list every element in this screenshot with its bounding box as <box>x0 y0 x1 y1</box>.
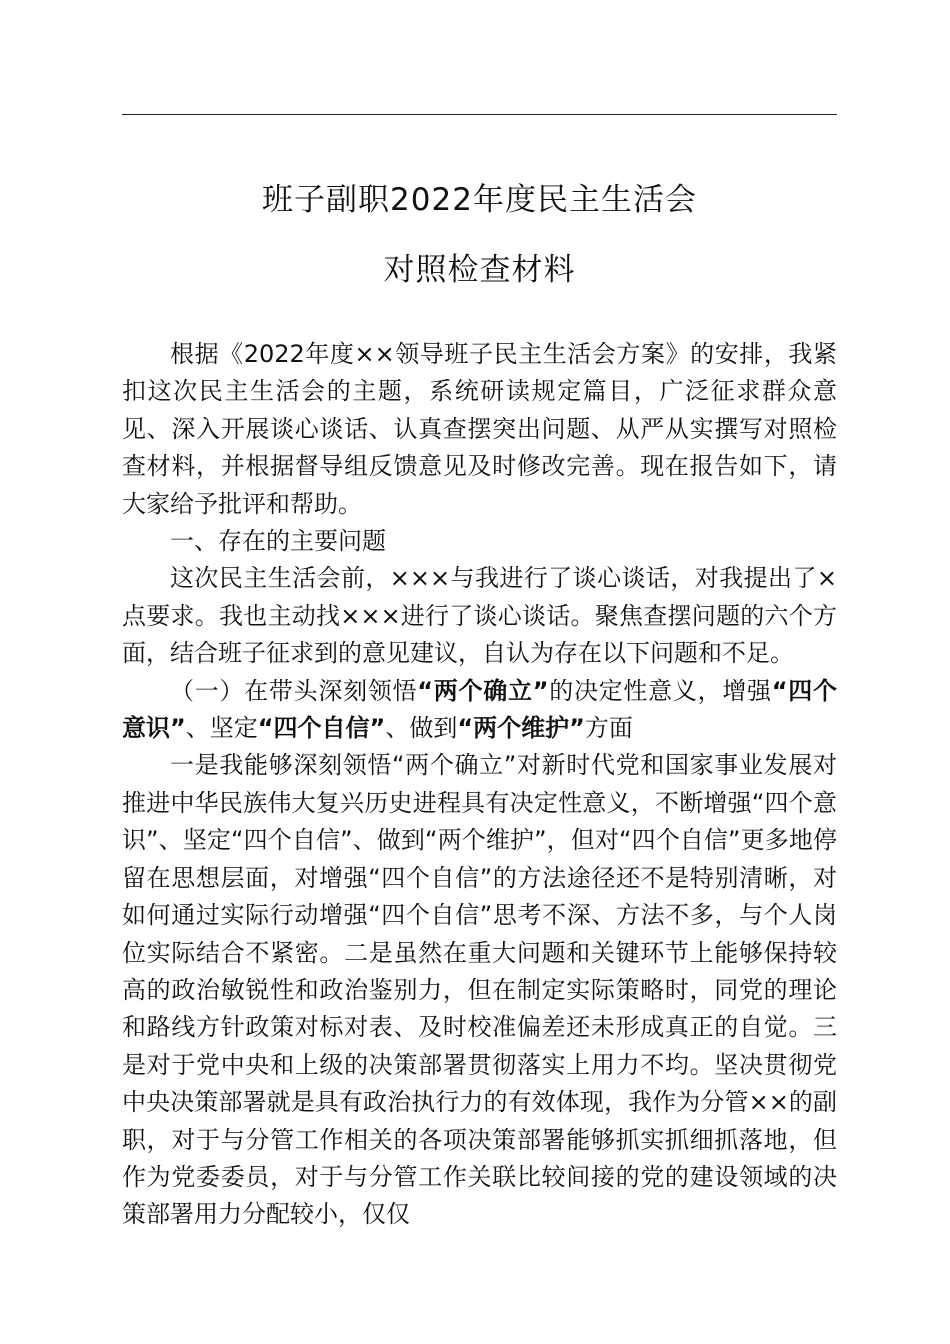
heading-part: （一）在带头深刻领悟 <box>170 676 418 705</box>
document-body <box>122 336 837 1234</box>
heading-quote: “四个意识” <box>122 676 838 743</box>
subsection-heading-1 <box>122 673 837 748</box>
header-rule <box>122 114 837 115</box>
detail-paragraph: 一是我能够深刻领悟“两个确立”对新时代党和国家事业发展对推进中华民族伟大复兴历史进程具有决定性意义，不断增强“四个意识”、坚定“四个自信”、做到“两个维护”，但对“四个自信”更多地停留在思想层面，对增强“四个自信”的方法途径还不是特别清晰，对如何通过实际行动增强“四个自信”思考不深、方法不多，与个人岗位实际结合不紧密。二是虽然在重大问题和关键环节上能够保持较高的政治敏锐性和政治鉴别力，但在制定实际策略时，同党的理论和路线方针政策对标对表、及时校准偏差还未形成真正的自觉。三是对于党中央和上级的决策部署贯彻落实上用力不均。坚决贯彻党中央决策部署就是具有政治执行力的有效体现，我作为分管××的副职，对于与分管工作相关的各项决策部署能够抓实抓细抓落地，但作为党委委员，对于与分管工作关联比较间接的党的建设领域的决策部署用力分配较小，仅仅 <box>122 751 837 1229</box>
heading-quote: “四个自信” <box>257 714 386 743</box>
intro-paragraph: 根据《2022年度××领导班子民主生活会方案》的安排，我紧扣这次民主生活会的主题，系统研读规定篇目，广泛征求群众意见、深入开展谈心谈话、认真查摆突出问题、从严从实撰写对照检查材料，并根据督导组反馈意见及时修改完善。现在报告如下，请大家给予批评和帮助。 <box>122 340 837 518</box>
heading-quote: “两个维护” <box>457 714 585 743</box>
heading-part: 方面 <box>584 714 633 743</box>
heading-part: 、坚定 <box>185 714 258 743</box>
heading-part: 的决定性意义，增强 <box>548 676 772 705</box>
section-heading-problems: 一、存在的主要问题 <box>170 527 386 556</box>
talk-paragraph: 这次民主生活会前，×××与我进行了谈心谈话，对我提出了×点要求。我也主动找×××进行了谈心谈话。聚焦查摆问题的六个方面，结合班子征求到的意见建议，自认为存在以下问题和不足。 <box>122 564 837 668</box>
heading-part: 、做到 <box>385 714 458 743</box>
document-subtitle: 对照检查材料 <box>383 252 576 288</box>
heading-quote: “两个确立” <box>417 676 549 705</box>
document-title: 班子副职2022年度民主生活会 <box>262 182 697 218</box>
